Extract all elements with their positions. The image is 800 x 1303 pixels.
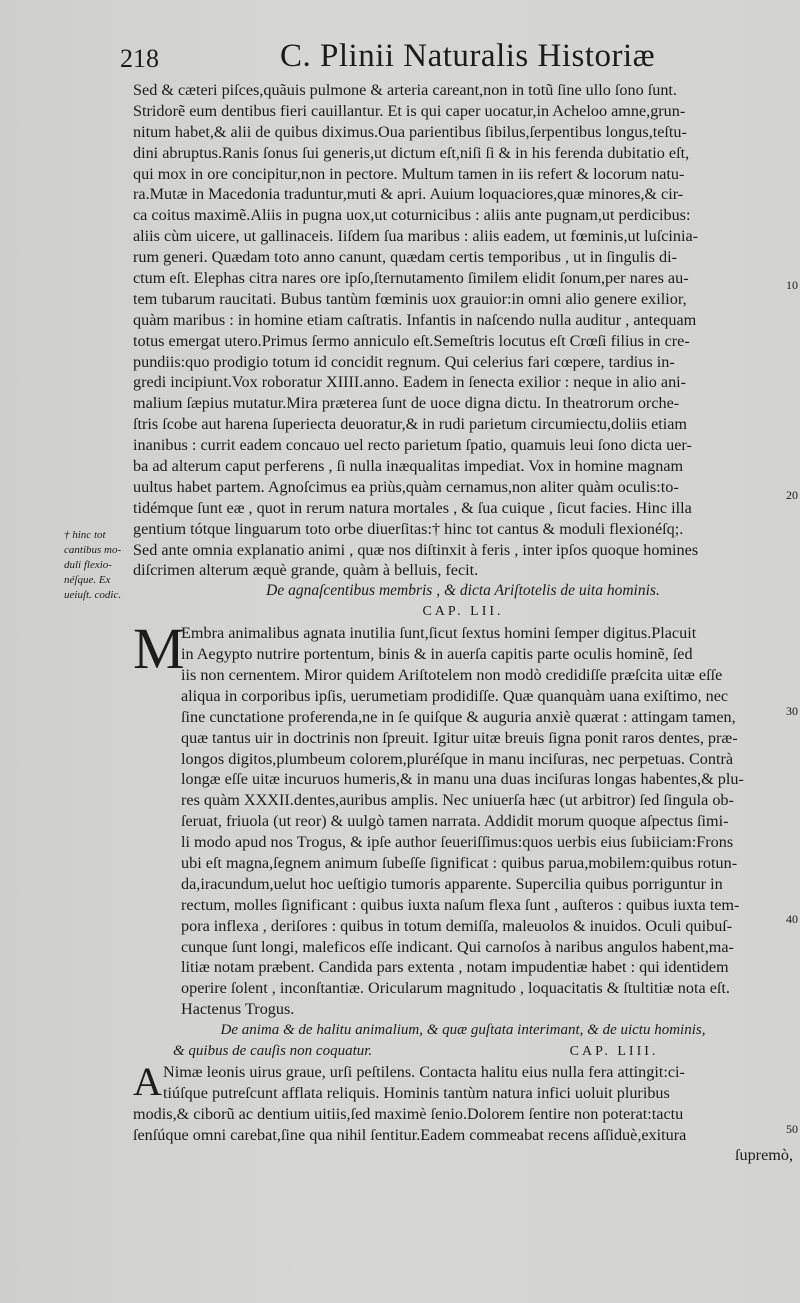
text-line: res quàm XXXII.dentes,auribus amplis. Nec uniuerſa hæc (ut arbitror) ſed ſingula ob- <box>181 791 734 810</box>
drop-capital: M <box>133 616 185 682</box>
margin-note-line: néſque. Ex <box>64 574 111 586</box>
text-line: ſine cunctatione proferenda,ne in ſe quiſque & auguria anxiè quærat : attingam tamen, <box>181 707 736 726</box>
text-line: longæ eſſe uitæ incuruos humeris,& in manu una duas inciſuras longas habentes,& plu- <box>181 770 744 789</box>
margin-note-line: ueiuſt. codic. <box>64 589 122 601</box>
text-line: nitum habet,& alii de quibus diximus.Oua parientibus ſibilus,ſerpentibus longus,teſtu- <box>133 122 687 141</box>
text-line: tiúſque putreſcunt afflata reliquis. Hominis tantùm natura infici uoluit pluribus <box>163 1083 670 1102</box>
text-line: quàm maribus : in homine etiam caſtratis. Infantis in naſcendo nulla auditur , antequam <box>133 310 697 329</box>
chapter-heading-continued <box>133 1041 793 1062</box>
margin-note-line: † hinc tot <box>64 529 106 541</box>
text-line: totus emergat utero.Primus ſermo anniculo eſt.Semeſtris locutus eſt Crœſi filius in cre- <box>133 331 690 350</box>
text-line: iis non cernentem. Miror quidem Ariſtotelem non modò credidiſſe præſcita uitæ eſſe <box>181 665 723 684</box>
text-line: malium ſæpius mutatur.Mira præterea ſunt de uoce digna dictu. In theatrorum orche- <box>133 394 680 413</box>
line-number: 50 <box>786 1122 798 1136</box>
text-line: quæ tantus uir in doctrinis non ſpreuit. Igitur uitæ breuis ſigna ponit raros dentes, præ- <box>181 728 738 747</box>
text-line: ra.Mutæ in Macedonia traduntur,muti & apri. Auium loquaciores,quæ minores,& cir- <box>133 185 684 204</box>
text-line: ba ad alterum caput perferens , ſi nulla inæqualitas impediat. Vox in homine magnam <box>133 457 684 476</box>
margin-note-line: cantibus mo- <box>64 544 122 556</box>
text-line: Sed & cæteri piſces,quãuis pulmone & arteria careant,non in totũ ſine ullo ſono ſunt. <box>133 81 677 99</box>
text-line: in Aegypto nutrire portentum, binis & in auerſa capitis parte oculis hominẽ, ſed <box>181 645 693 664</box>
line-number: 40 <box>786 912 798 926</box>
main-text <box>133 80 793 1166</box>
text-line: da,iracundum,uelut hoc ueſtigio tumoris apparente. Supercilia quibus porriguntur in <box>181 874 723 893</box>
text-line: inanibus : currit eadem concauo uel recto parietum ſpatio, quamuis leui ſono dicta uer- <box>133 436 692 455</box>
paragraph-3 <box>133 1058 793 1104</box>
margin-note <box>64 528 134 603</box>
text-line: pundiis:quo prodigio totum id concidit regnum. Qui celerius fari cœpere, tardius in- <box>133 352 675 371</box>
text-line: operire ſolent , inconſtantiæ. Oricularum magnitudo , loquacitatis & ſtultitiæ nota eſt. <box>181 979 730 998</box>
text-line: qui mox in ore concipitur,non in pectore. Multum tamen in iis refert & locorum natu- <box>133 164 685 183</box>
margin-note-line: duli flexio- <box>64 559 112 571</box>
text-line: aliis cùm uicere, ut gallinaceis. Iiſdem ſua maribus : aliis eadem, ut fœminis,ut luſcinia- <box>133 227 699 246</box>
text-line: litiæ notam præbent. Candida pars extenta , notam impudentiæ habet : qui identidem <box>181 958 729 977</box>
text-line: dini abruptus.Ranis ſonus ſui generis,ut dictum eſt,niſi ſi & in his ferenda dubitatio eſt, <box>133 143 690 162</box>
text-line: ſenſúque omni carebat,ſine qua nihil ſentitur.Eadem commeabat recens aſſiduè,exitura <box>133 1125 687 1144</box>
text-line: rectum, molles ſignificant : quibus iuxta naſum flexa ſunt , auſteros : quibus iuxta tem- <box>181 895 740 914</box>
chapter-heading: De agnaſcentibus membris , & dicta Ariſtotelis de uita hominis. <box>266 582 660 600</box>
text-line: modis,& ciborũ ac dentium uitiis,ſed maximè ſenio.Dolorem ſentire non poterat:tactu <box>133 1104 684 1123</box>
text-line: ſtris ſcobe aut harena ſuperiecta deuoratur,& in rudi parietum circumiectu,doliis etiam <box>133 415 688 434</box>
text-line: Stridorẽ eum dentibus fieri cauillantur. Et is qui caper uocatur,in Acheloo amne,grun- <box>133 101 686 120</box>
line-number: 30 <box>786 704 798 718</box>
text-line: ctum eſt. Elephas citra nares ore ipſo,ſternutamento ſimilem elidit ſonum,per nares au- <box>133 269 689 288</box>
text-line: diſcrimen alterum æquè grande, quàm à belluis, fecit. <box>133 561 479 580</box>
line-number: 10 <box>786 278 798 292</box>
text-line: aliqua in corporibus ipſis, uerumetiam prodidiſſe. Quæ quanquàm uana exiſtimo, nec <box>181 686 729 705</box>
chapter-label: CAP. LIII. <box>569 1043 659 1059</box>
text-line: cunque ſunt longi, maleficos eſſe indicant. Qui carnoſos à naribus angulos habent,ma- <box>181 937 734 956</box>
text-line: pora inflexa , deriſores : quibus in totum demiſſa, maleuolos & inuidos. Oculi quibuſ- <box>181 916 733 935</box>
chapter-label: CAP. LII. <box>422 604 504 620</box>
page-header <box>120 38 780 80</box>
drop-capital: A <box>133 1058 162 1104</box>
text-line: tem tubarum raucitati. Bubus tantùm fœminis uox grauior:in omni alio genere exilior, <box>133 289 687 308</box>
text-line: rum generi. Quædam toto anno canunt, quædam certis temporibus , ut in ſingulis di- <box>133 248 677 267</box>
paragraph-2 <box>133 616 793 1020</box>
text-line: gentium tótque linguarum toto orbe diuerſitas:† hinc tot cantus & moduli flexionéſq;. <box>133 519 684 538</box>
text-line: tidémque ſunt eæ , quot in rerum natura mortales , & ſua cuique , ſicut facies. Hinc illa <box>133 498 692 517</box>
text-line: ca coitus maximẽ.Aliis in pugna uox,ut coturnicibus : aliis ante pugnam,ut perdicibus: <box>133 206 691 225</box>
text-line: longos digitos,plumbeum colorem,pluréſque in manu inciſuras, nec perpetuas. Contrà <box>181 749 734 768</box>
paragraph-1 <box>133 80 793 581</box>
text-line: Hactenus Trogus. <box>181 1000 295 1019</box>
running-head: C. Plinii Naturalis Historiæ <box>280 38 656 74</box>
text-line: uultus habet partem. Agnoſcimus ea priùs,quàm cernamus,non aliter quàm oculis:to- <box>133 477 679 496</box>
chapter-heading: De anima & de halitu animalium, & quæ guſtata interimant, & de uictu hominis, <box>220 1022 706 1039</box>
text-line: ubi eſt magna,ſegnem animum ſubeſſe ſignificat : quibus parua,mobilem:quibus rotun- <box>181 853 738 872</box>
text-line: ſupremò, <box>735 1146 793 1165</box>
line-number: 20 <box>786 488 798 502</box>
text-line: gredi incipiunt.Vox roboratur XIIII.anno. Eadem in ſenecta exilior : neque in alio ani- <box>133 373 687 392</box>
chapter-heading-line: & quibus de cauſis non coquatur. <box>173 1042 373 1059</box>
page-number: 218 <box>120 44 159 73</box>
text-line: li modo apud nos Trogus, & ipſe author ſeueriſſimus:quos uerbis eius ſubiiciam:Frons <box>181 833 734 852</box>
text-line: Embra animalibus agnata inutilia ſunt,ſicut ſextus homini ſemper digitus.Placuit <box>181 624 697 643</box>
text-line: Sed ante omnia explanatio animi , quæ nos diſtinxit à feris , inter ipſos quoque homines <box>133 540 699 559</box>
text-line: Nimæ leonis uirus graue, urſi peſtilens. Contacta halitu eius nulla fera attingit:ci- <box>163 1062 685 1081</box>
text-line: ſeruat, friuola (ut reor) & uulgò tamen narrata. Addidit morum quoque aſpectus ſimi- <box>181 812 729 831</box>
